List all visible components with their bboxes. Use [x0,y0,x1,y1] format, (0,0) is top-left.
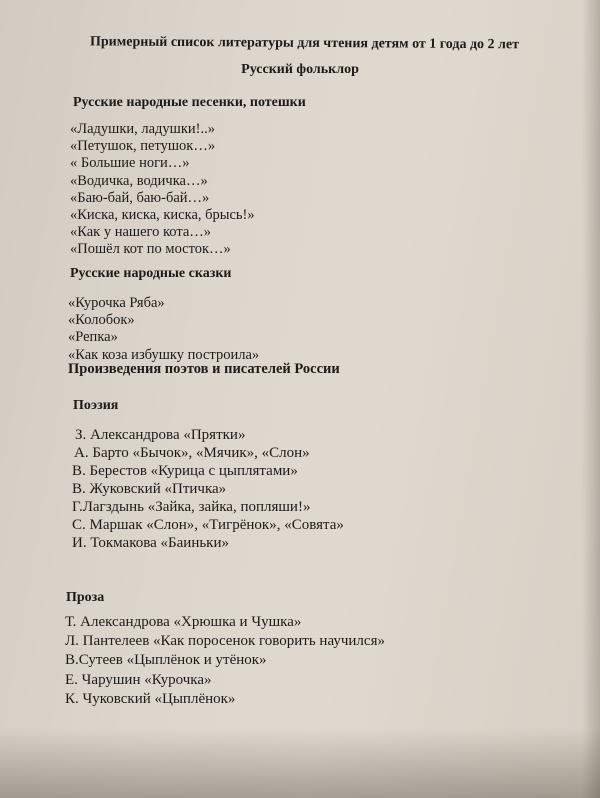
heading-folk-tales: Русские народные сказки [70,266,232,281]
heading-prose: Проза [66,590,105,605]
section-title-folklore: Русский фольклор [241,62,359,77]
list-item: Е. Чарушин «Курочка» [65,671,212,688]
document-title: Примерный список литературы для чтения детям от 1 года до 2 лет [89,34,520,53]
list-item: И. Токмакова «Баиньки» [72,535,230,551]
folk-songs-list [70,121,255,259]
list-item: З. Александрова «Прятки» [75,427,246,443]
list-item: «Ладушки, ладушки!..» [70,121,215,137]
list-item: Т. Александрова «Хрюшка и Чушка» [65,614,302,630]
page-bottom-shadow [0,728,600,798]
list-item: « Большие ноги…» [70,155,190,172]
list-item: «Как у нашего кота…» [70,224,212,241]
list-item: «Пошёл кот по мосток…» [70,241,231,258]
page-edge-shadow [582,0,600,798]
list-item: Г.Лагздынь «Зайка, зайка, попляши!» [72,499,311,515]
list-item: В. Жуковский «Птичка» [72,481,227,497]
heading-poetry: Поэзия [73,398,119,413]
list-item: А. Барто «Бычок», «Мячик», «Слон» [74,445,310,461]
list-item: С. Маршак «Слон», «Тигрёнок», «Совята» [72,517,344,533]
list-item: Л. Пантелеев «Как поросенок говорить научился» [65,633,385,650]
list-item: «Как коза избушку построила» [68,346,260,363]
heading-russian-authors: Произведения поэтов и писателей России [68,361,340,377]
list-item: «Баю-бай, баю-бай…» [70,189,210,206]
list-item: В. Берестов «Курица с цыплятами» [72,463,298,479]
list-item: «Колобок» [68,312,135,329]
list-item: К. Чуковский «Цыплёнок» [65,690,236,707]
list-item: В.Сутеев «Цыплёнок и утёнок» [65,652,267,669]
list-item: «Репка» [68,329,118,346]
list-item: «Водичка, водичка…» [70,172,208,189]
list-item: «Петушок, петушок…» [70,138,216,155]
prose-list [65,613,385,709]
list-item: «Курочка Ряба» [68,295,165,311]
heading-folk-songs: Русские народные песенки, потешки [73,95,306,110]
folk-tales-list [68,295,259,364]
poetry-list [72,426,344,552]
list-item: «Киска, киска, киска, брысь!» [70,207,255,224]
